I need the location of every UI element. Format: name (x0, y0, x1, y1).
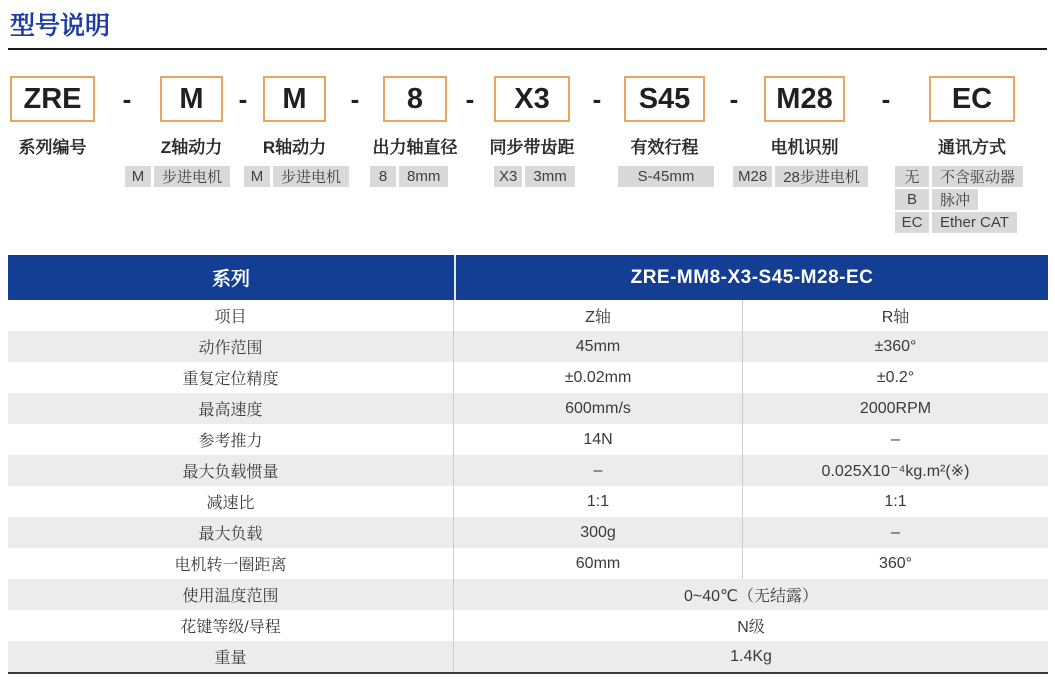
spec-cell-z-value: – (454, 455, 743, 486)
option-chip-code: M (244, 166, 270, 187)
option-chip-desc: 步进电机 (154, 166, 230, 187)
table-row (8, 641, 1048, 672)
spec-cell-z-value: 60mm (454, 548, 743, 579)
table-row (8, 393, 1048, 424)
spec-cell-r-value: ±360° (874, 337, 917, 355)
option-chip-code: M28 (733, 166, 772, 187)
spec-cell-r-value: R轴 (881, 309, 910, 326)
model-code-box: M (160, 76, 223, 122)
option-chip-code: 无 (895, 166, 929, 187)
model-segment-label: Z轴动力 (160, 138, 223, 157)
table-row (8, 362, 1048, 393)
spec-cell-r-value: 2000RPM (859, 399, 932, 417)
option-chip-desc: Ether CAT (932, 212, 1017, 233)
model-code-box: S45 (624, 76, 705, 122)
spec-cell-r-value: – (891, 523, 900, 541)
option-chip-row (244, 166, 349, 187)
option-chip-desc: 28步进电机 (775, 166, 868, 187)
model-code-box: X3 (494, 76, 570, 122)
spec-cell-span-value: 0~40℃（无结露） (683, 588, 818, 605)
option-chip-code: EC (895, 212, 929, 233)
option-chip-desc: 8mm (399, 166, 448, 187)
spec-cell-label: 重复定位精度 (8, 362, 454, 393)
option-chip-group (618, 166, 714, 187)
model-segment-label: 有效行程 (630, 138, 699, 157)
model-segment-dash: - (465, 83, 475, 114)
table-row (8, 517, 1048, 548)
option-chip-row (370, 166, 448, 187)
option-chip-row (895, 166, 1023, 187)
spec-cell-label: 花键等级/导程 (8, 610, 454, 641)
spec-cell-label: 项目 (8, 300, 454, 331)
model-segment-label: 通讯方式 (938, 138, 1006, 157)
spec-cell-z-value: 45mm (454, 331, 743, 362)
table-row (8, 548, 1048, 579)
model-code-box: M28 (764, 76, 845, 122)
spec-cell-label: 重量 (8, 641, 454, 672)
model-segment-dash: - (592, 83, 602, 114)
spec-cell-z-value: ±0.02mm (454, 362, 743, 393)
option-chip-row (618, 166, 714, 187)
option-chip-group (895, 166, 1023, 233)
table-row (8, 300, 1048, 331)
option-chip-code: X3 (494, 166, 522, 187)
model-segment-dash: - (729, 83, 739, 114)
spec-table-body (8, 300, 1048, 672)
spec-cell-z-value: Z轴 (454, 300, 743, 331)
spec-cell-label: 减速比 (8, 486, 454, 517)
option-chip-group (733, 166, 868, 187)
model-segment-dash: - (350, 83, 360, 114)
spec-cell-r-value: – (891, 430, 900, 448)
option-chip-desc: S-45mm (618, 166, 714, 187)
model-segment-label: 系列编号 (18, 138, 87, 157)
option-chip-group (125, 166, 230, 187)
model-segment-dash: - (122, 83, 132, 114)
model-segment-label: 电机识别 (770, 138, 839, 157)
option-chip-code: 8 (370, 166, 396, 187)
spec-cell-r-value: ±0.2° (876, 368, 915, 386)
spec-table-header (8, 255, 1048, 300)
option-chip-desc: 脉冲 (932, 189, 978, 210)
spec-cell-z-value: 600mm/s (454, 393, 743, 424)
option-chip-desc: 步进电机 (273, 166, 349, 187)
table-row (8, 579, 1048, 610)
option-chip-desc: 不含驱动器 (932, 166, 1023, 187)
model-code-box: ZRE (10, 76, 95, 122)
option-chip-group (244, 166, 349, 187)
spec-cell-label: 最大负载惯量 (8, 455, 454, 486)
table-row (8, 486, 1048, 517)
spec-cell-span-value: N级 (737, 619, 765, 636)
option-chip-group (370, 166, 448, 187)
page-title: 型号说明 (10, 12, 111, 40)
option-chip-row (895, 189, 1023, 210)
model-code-box: 8 (383, 76, 447, 122)
model-segment-dash: - (881, 83, 891, 114)
table-header-series: 系列 (8, 255, 456, 300)
spec-cell-label: 使用温度范围 (8, 579, 454, 610)
option-chip-row (895, 212, 1023, 233)
model-segment-label: 同步带齿距 (489, 138, 575, 157)
spec-cell-z-value: 300g (454, 517, 743, 548)
spec-cell-label: 参考推力 (8, 424, 454, 455)
spec-cell-label: 动作范围 (8, 331, 454, 362)
spec-cell-r-value: 0.025X10⁻⁴kg.m²(※) (821, 462, 970, 480)
option-chip-row (494, 166, 575, 187)
option-chip-code: M (125, 166, 151, 187)
spec-cell-label: 电机转一圈距离 (8, 548, 454, 579)
model-segment-label: 出力轴直径 (372, 138, 458, 157)
table-row (8, 424, 1048, 455)
spec-cell-r-value: 360° (878, 554, 913, 572)
model-segment-label: R轴动力 (262, 138, 327, 157)
option-chip-code: B (895, 189, 929, 210)
table-row (8, 331, 1048, 362)
spec-cell-z-value: 14N (454, 424, 743, 455)
model-code-box: M (263, 76, 326, 122)
spec-cell-label: 最大负载 (8, 517, 454, 548)
table-row (8, 455, 1048, 486)
option-chip-desc: 3mm (525, 166, 574, 187)
spec-table (8, 255, 1048, 674)
title-divider (8, 48, 1047, 50)
spec-cell-r-value: 1:1 (884, 492, 907, 510)
table-row (8, 610, 1048, 641)
spec-cell-z-value: 1:1 (454, 486, 743, 517)
table-header-model: ZRE-MM8-X3-S45-M28-EC (630, 266, 874, 288)
option-chip-group (494, 166, 575, 187)
model-code-box: EC (929, 76, 1015, 122)
spec-cell-label: 最高速度 (8, 393, 454, 424)
option-chip-row (125, 166, 230, 187)
spec-cell-span-value: 1.4Kg (730, 647, 772, 665)
option-chip-row (733, 166, 868, 187)
model-segment-dash: - (238, 83, 248, 114)
